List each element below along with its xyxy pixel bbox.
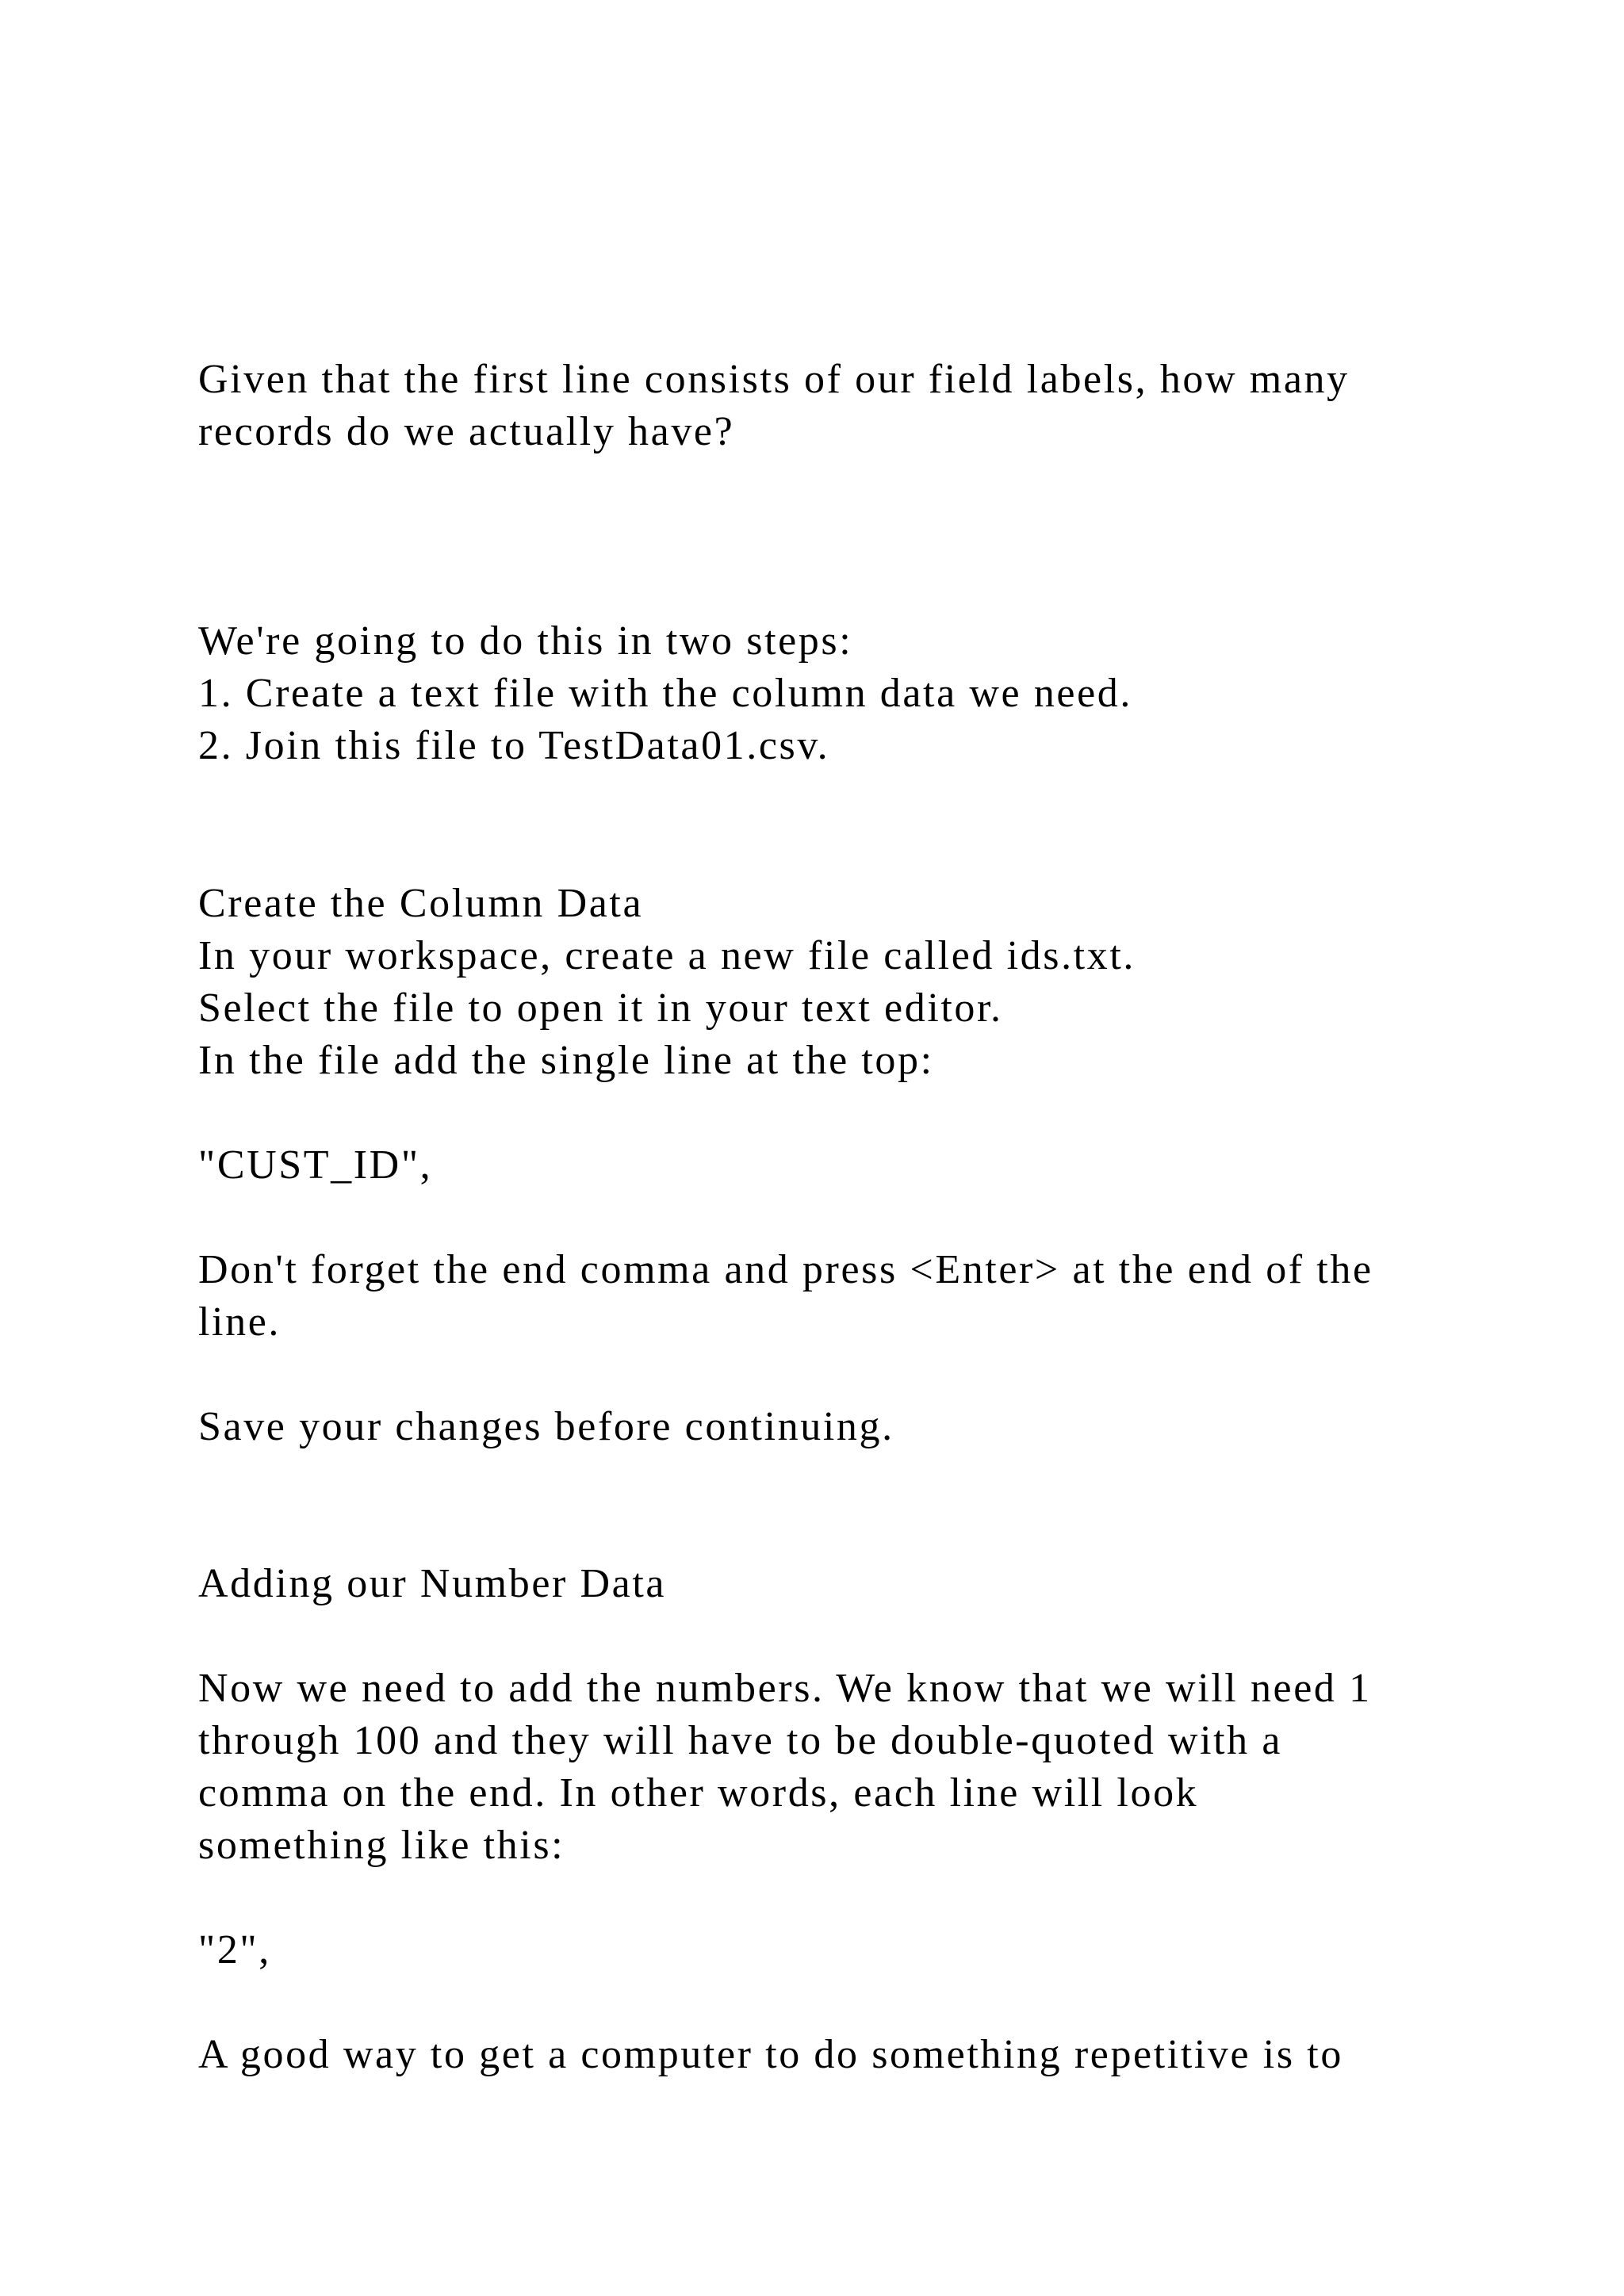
paragraph-line-3: comma on the end. In other words, each line will look <box>198 1770 1199 1816</box>
closing-line: A good way to get a computer to do something repetitive is to <box>198 2032 1343 2077</box>
steps-intro: We're going to do this in two steps: <box>198 618 853 664</box>
instruction-line-1: In your workspace, create a new file called ids.txt. <box>198 933 1136 978</box>
example-line: "2", <box>198 1927 271 1973</box>
intro-question-line-1: Given that the first line consists of our field labels, how many <box>198 357 1350 402</box>
code-line-cust-id: "CUST_ID", <box>198 1142 433 1188</box>
section-heading-create-column-data: Create the Column Data <box>198 881 644 926</box>
intro-question-line-2: records do we actually have? <box>198 409 735 454</box>
instruction-line-3: In the file add the single line at the top: <box>198 1038 934 1083</box>
step-1: 1. Create a text file with the column data we need. <box>198 671 1132 716</box>
section-heading-adding-number-data: Adding our Number Data <box>198 1561 667 1606</box>
save-note: Save your changes before continuing. <box>198 1404 894 1449</box>
step-2: 2. Join this file to TestData01.csv. <box>198 723 830 768</box>
reminder-line-1: Don't forget the end comma and press <Enter> at the end of the <box>198 1247 1373 1292</box>
instruction-line-2: Select the file to open it in your text editor. <box>198 985 1003 1031</box>
paragraph-line-4: something like this: <box>198 1823 565 1868</box>
reminder-line-2: line. <box>198 1299 281 1345</box>
paragraph-line-1: Now we need to add the numbers. We know that we will need 1 <box>198 1666 1372 1711</box>
paragraph-line-2: through 100 and they will have to be double-quoted with a <box>198 1718 1283 1763</box>
